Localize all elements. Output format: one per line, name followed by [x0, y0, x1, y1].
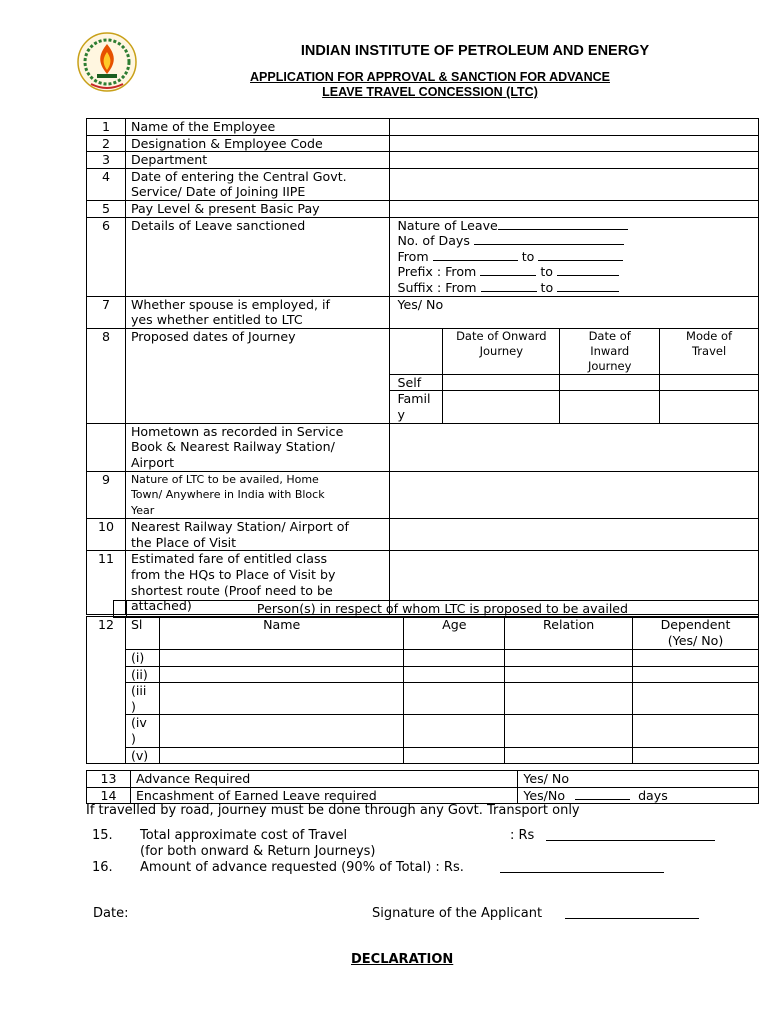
no-of-days-label: No. of Days — [397, 233, 470, 249]
field-label-designation: Designation & Employee Code — [125, 135, 390, 152]
person-relation-field[interactable] — [505, 666, 633, 683]
label-line: Nearest Railway Station/ Airport of — [130, 519, 349, 535]
label-line: from the HQs to Place of Visit by — [130, 567, 336, 583]
persons-heading-blank — [114, 601, 127, 618]
item-16-label: Amount of advance requested (90% of Total) : Rs. — [140, 860, 464, 875]
to-blank[interactable] — [538, 250, 623, 261]
col-header-sl: Sl — [125, 617, 159, 650]
field-label-encashment: Encashment of Earned Leave required — [130, 787, 517, 804]
sl-number — [125, 715, 159, 747]
family-inward-date-field[interactable] — [560, 391, 660, 423]
sl-number: (i) — [125, 650, 159, 667]
item-16-number: 16. — [92, 860, 113, 875]
row-number: 1 — [87, 119, 126, 136]
row-number: 9 — [87, 471, 126, 519]
label-line: Famil — [397, 391, 431, 407]
person-dependent-field[interactable] — [633, 650, 759, 667]
person-name-field[interactable] — [159, 747, 404, 764]
person-age-field[interactable] — [404, 747, 505, 764]
field-label-department: Department — [125, 152, 390, 169]
person-age-field[interactable] — [404, 666, 505, 683]
field-label-advance-required: Advance Required — [130, 771, 517, 788]
item-15-rs-label: : Rs — [510, 828, 535, 843]
form-title-line2: LEAVE TRAVEL CONCESSION (LTC) — [322, 85, 538, 99]
row-label-family — [390, 391, 443, 423]
suffix-to-blank[interactable] — [557, 281, 619, 292]
header-line: Date of Onward — [456, 328, 547, 343]
persons-detail-table — [86, 616, 759, 764]
encashment-days-label: days — [638, 787, 668, 803]
col-header-inward — [560, 328, 660, 374]
signature-blank[interactable] — [565, 908, 699, 919]
item-15-sub: (for both onward & Return Journeys) — [140, 844, 376, 859]
nature-of-leave-label: Nature of Leave — [397, 217, 498, 233]
label-line: y — [397, 406, 405, 422]
sl-number: (v) — [125, 747, 159, 764]
advance-table — [86, 770, 759, 804]
prefix-to-blank[interactable] — [557, 265, 619, 276]
person-name-field[interactable] — [159, 715, 404, 747]
no-of-days-blank[interactable] — [474, 234, 624, 245]
header-line: Dependent — [660, 617, 731, 632]
to-label: to — [521, 248, 535, 264]
field-label-leave-details: Details of Leave sanctioned — [125, 217, 390, 296]
row-number: 3 — [87, 152, 126, 169]
header-line: Journey — [587, 358, 632, 373]
field-label-hometown — [125, 423, 390, 471]
signature-label: Signature of the Applicant — [372, 906, 543, 921]
from-blank[interactable] — [433, 250, 518, 261]
col-header-age: Age — [404, 617, 505, 650]
sl-number: (ii) — [125, 666, 159, 683]
person-relation-field[interactable] — [505, 747, 633, 764]
row-number: 13 — [87, 771, 131, 788]
person-name-field[interactable] — [159, 666, 404, 683]
label-line: Hometown as recorded in Service — [130, 423, 344, 439]
person-relation-field[interactable] — [505, 683, 633, 715]
field-label-basic-pay: Pay Level & present Basic Pay — [125, 200, 390, 217]
person-dependent-field[interactable] — [633, 683, 759, 715]
encashment-yes-no: Yes/No — [523, 787, 566, 803]
institute-name: INDIAN INSTITUTE OF PETROLEUM AND ENERGY — [300, 43, 650, 59]
spouse-employed-field[interactable]: Yes/ No — [390, 296, 759, 328]
self-mode-field[interactable] — [660, 374, 759, 391]
row-number: 10 — [87, 519, 126, 551]
sl-line: ) — [130, 730, 136, 746]
ltc-form-table — [86, 118, 759, 615]
header-line: Journey — [479, 343, 524, 358]
total-cost-blank[interactable] — [546, 830, 715, 841]
item-15-number: 15. — [92, 828, 113, 843]
encashment-field[interactable] — [518, 787, 759, 804]
form-title-line1: APPLICATION FOR APPROVAL & SANCTION FOR ADVANCE — [250, 70, 610, 84]
col-header-dependent — [633, 617, 759, 650]
label-line: yes whether entitled to LTC — [130, 312, 303, 328]
col-header-name: Name — [159, 617, 404, 650]
hometown-field[interactable] — [390, 423, 759, 471]
person-name-field[interactable] — [159, 650, 404, 667]
sl-number — [125, 683, 159, 715]
row-number: 7 — [87, 296, 126, 328]
road-travel-note: If travelled by road, journey must be done through any Govt. Transport only — [86, 803, 580, 818]
self-onward-date-field[interactable] — [443, 374, 560, 391]
person-name-field[interactable] — [159, 683, 404, 715]
to-label: to — [540, 279, 554, 295]
to-label: to — [540, 264, 553, 280]
person-dependent-field[interactable] — [633, 666, 759, 683]
leave-details-field[interactable] — [390, 217, 759, 296]
suffix-from-blank[interactable] — [481, 281, 537, 292]
item-15-label: Total approximate cost of Travel — [140, 828, 348, 843]
row-number: 8 — [87, 328, 126, 423]
row-number-blank — [87, 423, 126, 471]
family-onward-date-field[interactable] — [443, 391, 560, 423]
sl-line: (iv — [130, 715, 147, 731]
ltc-nature-field[interactable] — [390, 471, 759, 519]
label-line: Book & Nearest Railway Station/ — [130, 439, 335, 455]
label-line: Whether spouse is employed, if — [130, 296, 330, 312]
advance-amount-blank[interactable] — [500, 862, 664, 873]
row-number: 12 — [87, 617, 126, 764]
person-dependent-field[interactable] — [633, 715, 759, 747]
row-number: 2 — [87, 135, 126, 152]
header-line: Inward — [590, 343, 630, 358]
joining-date-field[interactable] — [390, 168, 759, 200]
row-number: 11 — [87, 551, 126, 614]
sl-line: (iii — [130, 683, 147, 699]
col-header-mode — [660, 328, 759, 374]
row-label-self: Self — [390, 374, 443, 391]
suffix-label: Suffix : From — [397, 279, 477, 295]
label-line: shortest route (Proof need to be — [130, 582, 333, 598]
field-label-spouse-employed — [125, 296, 390, 328]
person-relation-field[interactable] — [505, 650, 633, 667]
person-age-field[interactable] — [404, 650, 505, 667]
row-number: 4 — [87, 168, 126, 200]
row-number: 5 — [87, 200, 126, 217]
label-line: Airport — [130, 454, 175, 470]
field-label-joining-date — [125, 168, 390, 200]
person-age-field[interactable] — [404, 715, 505, 747]
row-number: 6 — [87, 217, 126, 296]
person-age-field[interactable] — [404, 683, 505, 715]
label-line: Date of entering the Central Govt. — [130, 168, 347, 184]
field-label-ltc-nature — [125, 471, 390, 519]
label-line: attached) — [130, 598, 192, 614]
form-title — [170, 70, 690, 100]
field-label-journey-dates: Proposed dates of Journey — [125, 328, 390, 423]
header-line: Date of — [588, 328, 631, 343]
header-line: (Yes/ No) — [667, 632, 724, 648]
label-line: the Place of Visit — [130, 534, 237, 550]
label-line: Estimated fare of entitled class — [130, 551, 328, 567]
col-header-onward — [443, 328, 560, 374]
header-line: Travel — [691, 343, 727, 358]
nearest-station-field[interactable] — [390, 519, 759, 551]
person-relation-field[interactable] — [505, 715, 633, 747]
col-header-relation: Relation — [505, 617, 633, 650]
label-line: Nature of LTC to be availed, Home — [130, 472, 319, 486]
declaration-heading: DECLARATION — [351, 952, 454, 967]
date-label: Date: — [93, 906, 129, 921]
field-label-employee-name: Name of the Employee — [125, 119, 390, 136]
institute-logo — [75, 32, 139, 96]
row-number: 14 — [87, 787, 131, 804]
designation-field[interactable] — [390, 135, 759, 152]
persons-table — [113, 600, 759, 618]
persons-heading: Person(s) in respect of whom LTC is proposed to be availed — [126, 601, 758, 618]
department-field[interactable] — [390, 152, 759, 169]
sl-line: ) — [130, 698, 136, 714]
family-mode-field[interactable] — [660, 391, 759, 423]
employee-name-field[interactable] — [390, 119, 759, 136]
field-label-nearest-station — [125, 519, 390, 551]
label-line: Year — [130, 503, 155, 517]
label-line: Service/ Date of Joining IIPE — [130, 184, 306, 200]
header-line: Mode of — [686, 328, 733, 343]
self-inward-date-field[interactable] — [560, 374, 660, 391]
prefix-label: Prefix : From — [397, 264, 477, 280]
advance-required-field[interactable]: Yes/ No — [518, 771, 759, 788]
encashment-days-blank[interactable] — [575, 789, 630, 800]
nature-of-leave-blank[interactable] — [498, 219, 628, 230]
prefix-from-blank[interactable] — [480, 265, 536, 276]
person-dependent-field[interactable] — [633, 747, 759, 764]
basic-pay-field[interactable] — [390, 200, 759, 217]
from-label: From — [397, 248, 429, 264]
label-line: Town/ Anywhere in India with Block — [130, 488, 325, 502]
journey-header-blank — [390, 328, 443, 374]
